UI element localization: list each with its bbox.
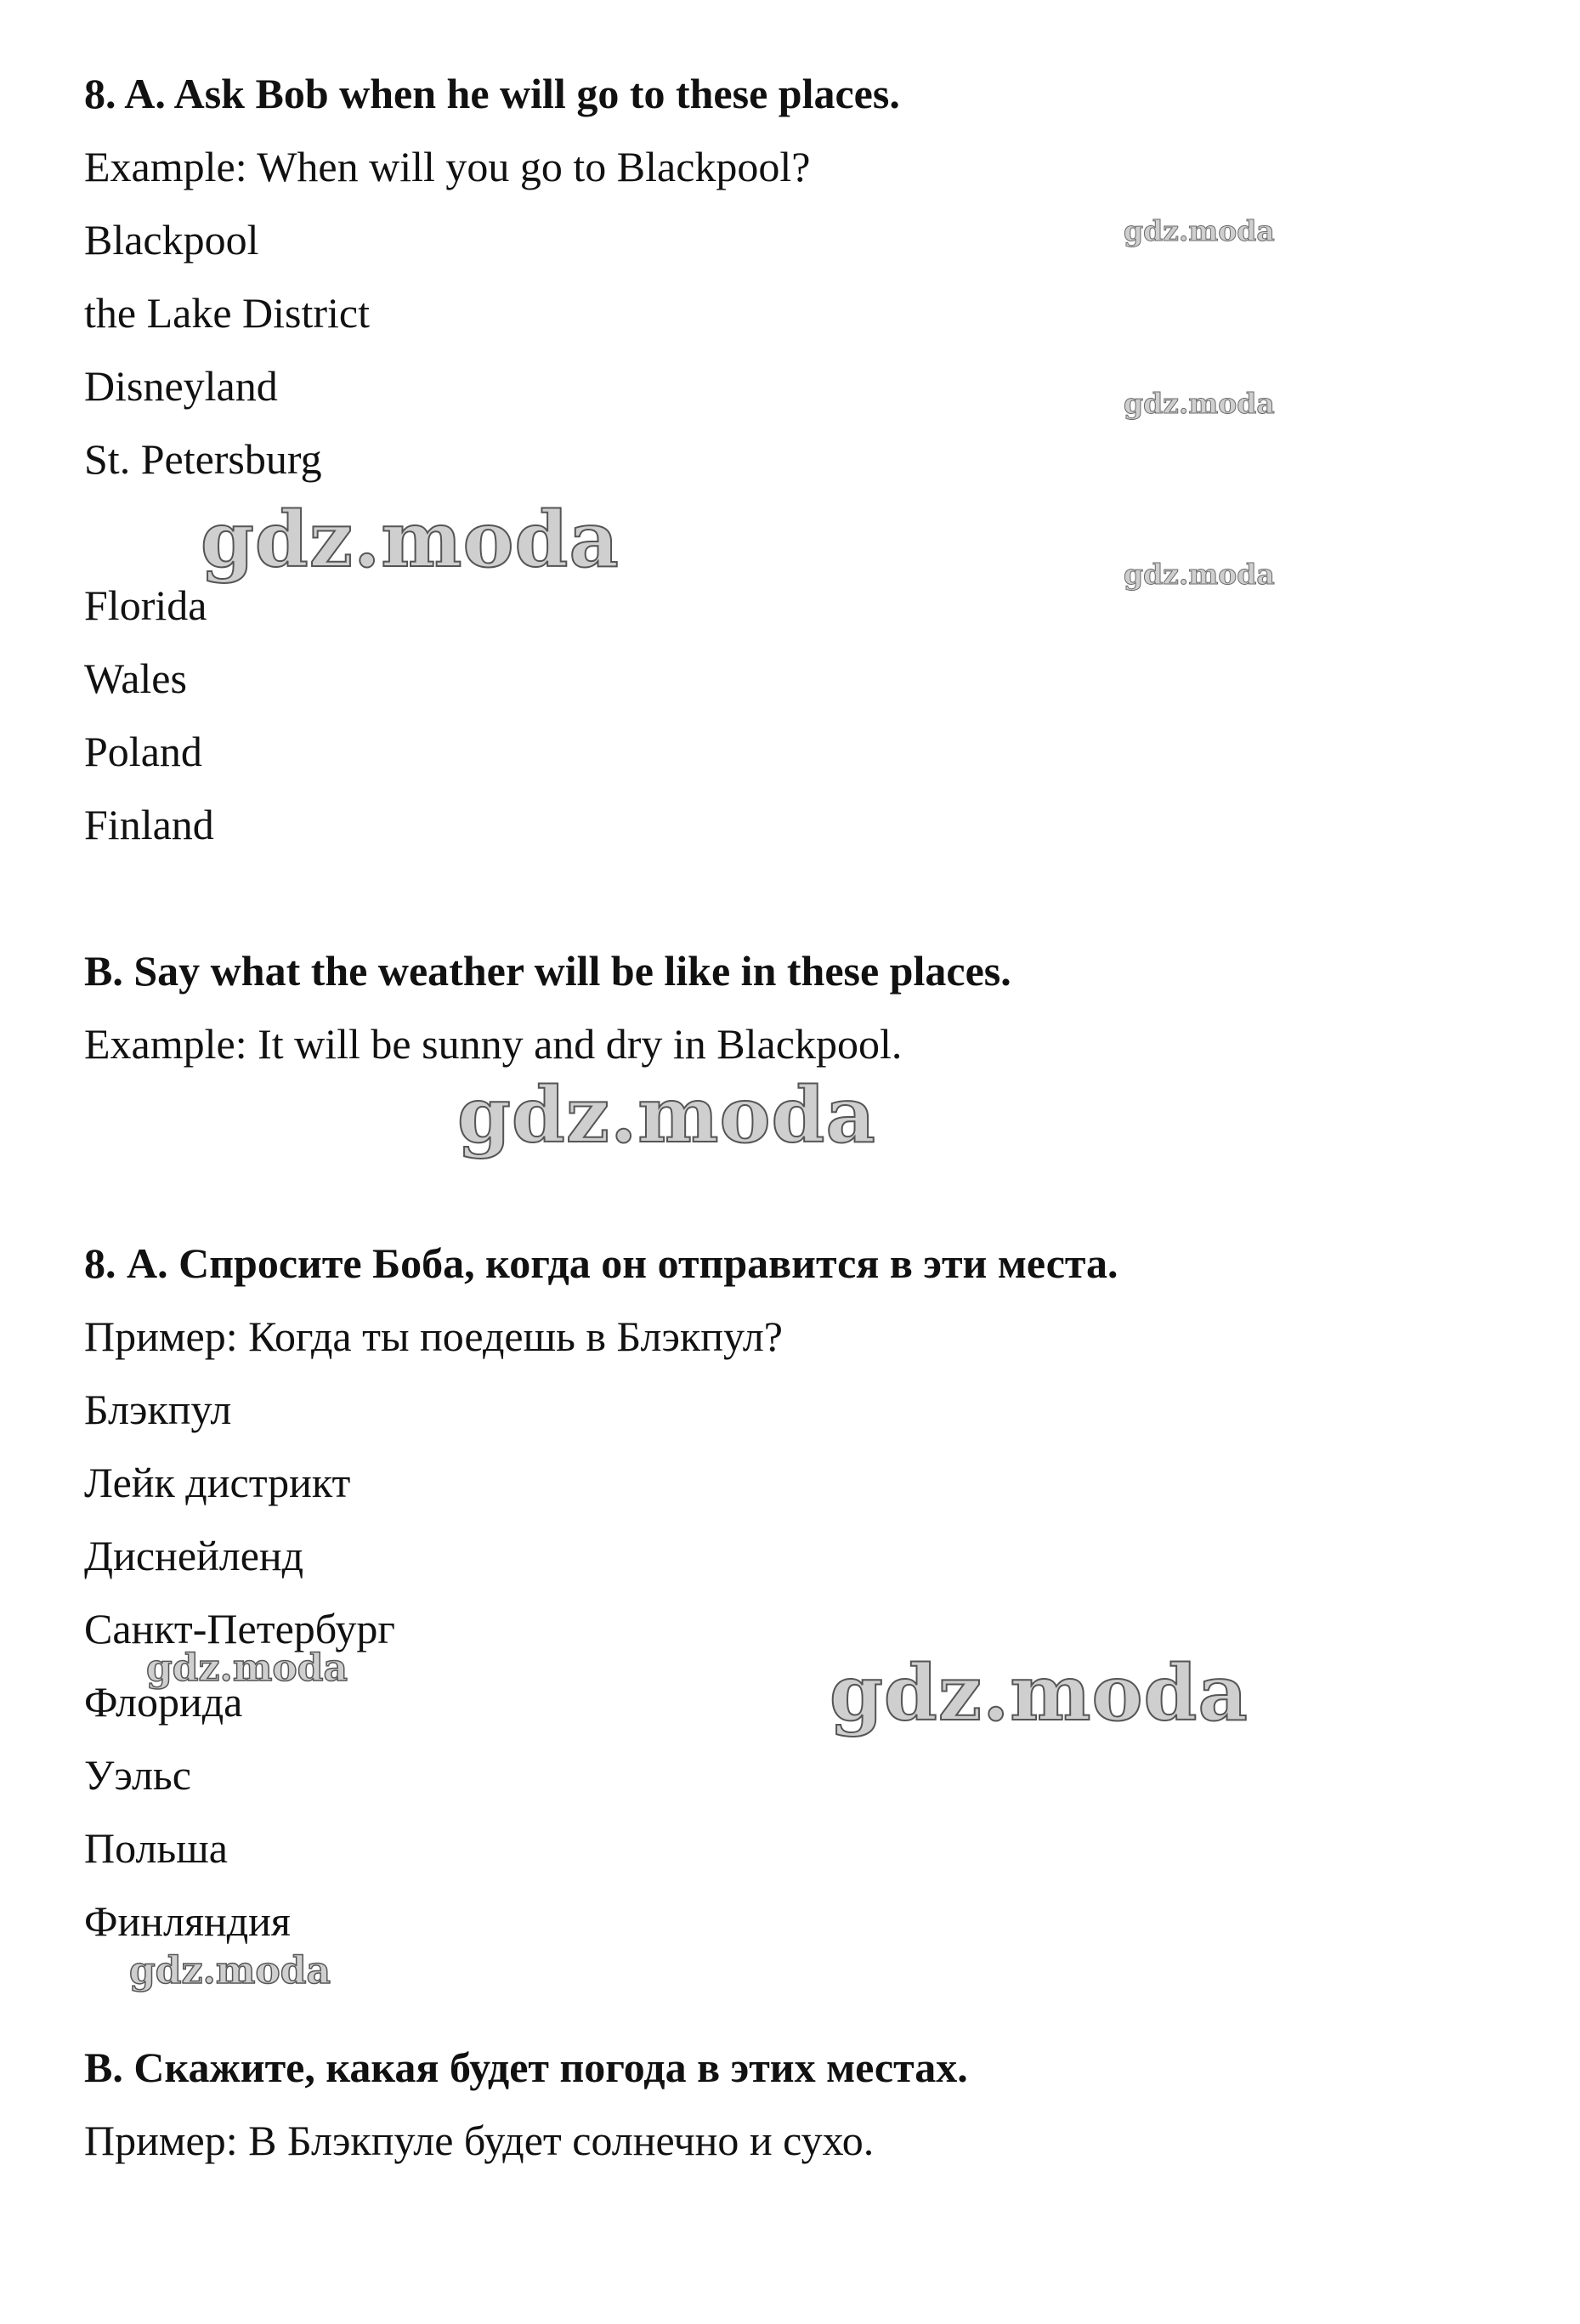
place-item: Blackpool xyxy=(84,216,259,264)
place-item: Уэльс xyxy=(84,1751,191,1799)
heading-8b-english: B. Say what the weather will be like in these places. xyxy=(84,947,1011,995)
watermark: gdz.moda xyxy=(1124,558,1275,591)
place-item: the Lake District xyxy=(84,289,370,337)
watermark: gdz.moda xyxy=(201,495,620,585)
place-item: Флорида xyxy=(84,1678,243,1726)
place-item: Санкт-Петербург xyxy=(84,1605,395,1652)
watermark: gdz.moda xyxy=(146,1647,348,1690)
place-item: Poland xyxy=(84,728,202,775)
watermark: gdz.moda xyxy=(1124,387,1275,420)
example-b-english: Example: It will be sunny and dry in Blackpool. xyxy=(84,1020,903,1068)
heading-8b-russian: В. Скажите, какая будет погода в этих местах. xyxy=(84,2043,968,2091)
place-item: Финляндия xyxy=(84,1897,291,1945)
watermark: gdz.moda xyxy=(457,1070,876,1160)
example-b-russian: Пример: В Блэкпуле будет солнечно и сухо. xyxy=(84,2117,875,2164)
place-item: Florida xyxy=(84,581,207,629)
place-item: Лейк дистрикт xyxy=(84,1459,351,1506)
example-a-english: Example: When will you go to Blackpool? xyxy=(84,143,811,190)
heading-8a-russian: 8. А. Спросите Боба, когда он отправится в эти места. xyxy=(84,1239,1118,1287)
place-item: Блэкпул xyxy=(84,1386,232,1433)
watermark: gdz.moda xyxy=(129,1949,331,1992)
example-a-russian: Пример: Когда ты поедешь в Блэкпул? xyxy=(84,1312,783,1360)
place-item: Disneyland xyxy=(84,362,278,410)
watermark: gdz.moda xyxy=(1124,214,1275,247)
heading-8a-english: 8. A. Ask Bob when he will go to these places. xyxy=(84,70,900,117)
place-item: Wales xyxy=(84,655,187,702)
place-item: St. Petersburg xyxy=(84,435,322,483)
watermark: gdz.moda xyxy=(830,1648,1249,1738)
place-item: Finland xyxy=(84,801,214,848)
place-item: Диснейленд xyxy=(84,1532,304,1579)
place-item: Польша xyxy=(84,1824,228,1872)
